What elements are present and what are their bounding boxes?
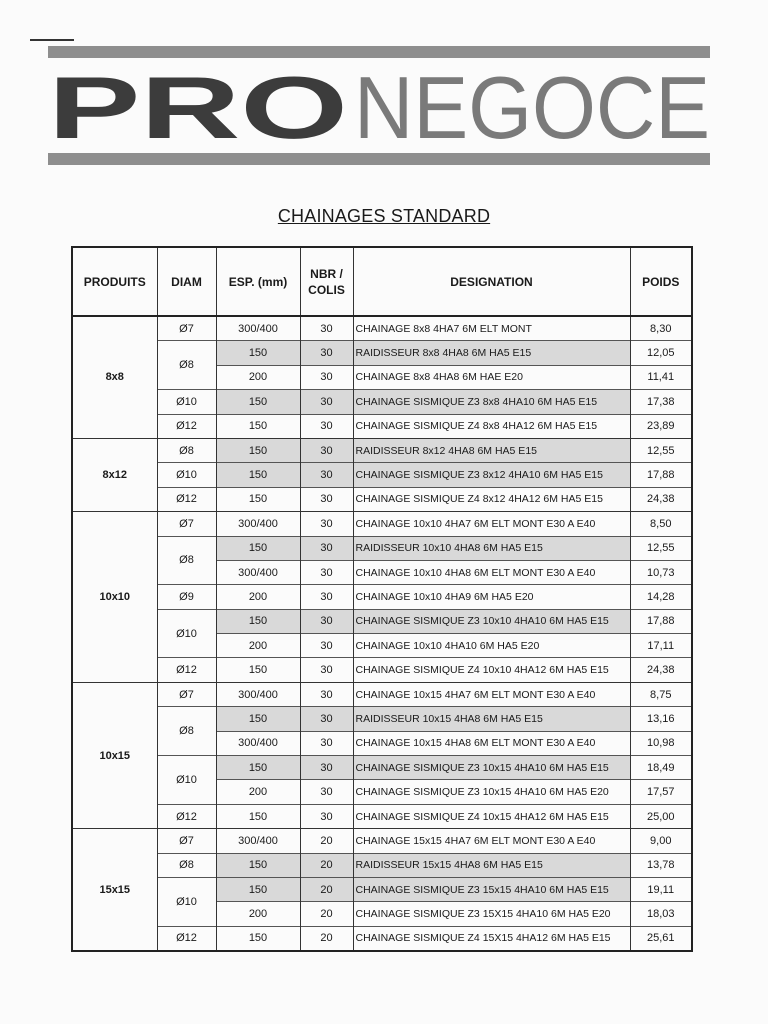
- esp-cell: 200: [216, 902, 300, 926]
- esp-cell: 300/400: [216, 512, 300, 536]
- nbr-colis-cell: 30: [300, 560, 353, 584]
- diam-cell: Ø10: [157, 390, 216, 414]
- designation-cell: CHAINAGE SISMIQUE Z3 10x15 4HA10 6M HA5 E15: [353, 756, 630, 780]
- poids-cell: 12,05: [630, 341, 692, 365]
- diam-cell: Ø10: [157, 756, 216, 805]
- designation-cell: RAIDISSEUR 10x10 4HA8 6M HA5 E15: [353, 536, 630, 560]
- diam-cell: Ø8: [157, 438, 216, 462]
- header-nbr-line2: COLIS: [308, 282, 345, 297]
- designation-cell: CHAINAGE SISMIQUE Z4 8x8 4HA12 6M HA5 E15: [353, 414, 630, 438]
- designation-cell: CHAINAGE 10x10 4HA7 6M ELT MONT E30 A E40: [353, 512, 630, 536]
- designation-cell: RAIDISSEUR 10x15 4HA8 6M HA5 E15: [353, 707, 630, 731]
- table-row: [72, 536, 692, 560]
- designation-cell: CHAINAGE SISMIQUE Z4 10x10 4HA12 6M HA5 E15: [353, 658, 630, 682]
- diam-cell: Ø8: [157, 536, 216, 585]
- poids-cell: 11,41: [630, 365, 692, 389]
- designation-cell: CHAINAGE SISMIQUE Z4 10x15 4HA12 6M HA5 E15: [353, 804, 630, 828]
- nbr-colis-cell: 30: [300, 658, 353, 682]
- table-row: [72, 487, 692, 511]
- table-row: [72, 341, 692, 365]
- scan-mark: [30, 39, 74, 41]
- poids-cell: 10,73: [630, 560, 692, 584]
- poids-cell: 18,49: [630, 756, 692, 780]
- designation-cell: CHAINAGE 10x10 4HA8 6M ELT MONT E30 A E40: [353, 560, 630, 584]
- poids-cell: 17,88: [630, 609, 692, 633]
- designation-cell: RAIDISSEUR 15x15 4HA8 6M HA5 E15: [353, 853, 630, 877]
- poids-cell: 12,55: [630, 536, 692, 560]
- nbr-colis-cell: 30: [300, 438, 353, 462]
- poids-cell: 10,98: [630, 731, 692, 755]
- nbr-colis-cell: 20: [300, 926, 353, 951]
- header-nbr-colis: [300, 247, 353, 316]
- diam-cell: Ø8: [157, 341, 216, 390]
- nbr-colis-cell: 30: [300, 731, 353, 755]
- header-produits: PRODUITS: [72, 247, 157, 316]
- poids-cell: 17,38: [630, 390, 692, 414]
- nbr-colis-cell: 30: [300, 756, 353, 780]
- designation-cell: CHAINAGE 8x8 4HA8 6M HAE E20: [353, 365, 630, 389]
- logo-bar-bottom: [48, 153, 710, 165]
- logo-part-negoce: NEGOCE: [354, 68, 710, 148]
- esp-cell: 150: [216, 438, 300, 462]
- nbr-colis-cell: 30: [300, 585, 353, 609]
- nbr-colis-cell: 30: [300, 780, 353, 804]
- diam-cell: Ø12: [157, 804, 216, 828]
- esp-cell: 150: [216, 341, 300, 365]
- product-group-cell: 8x12: [72, 438, 157, 511]
- designation-cell: CHAINAGE 10x15 4HA7 6M ELT MONT E30 A E40: [353, 682, 630, 706]
- designation-cell: RAIDISSEUR 8x8 4HA8 6M HA5 E15: [353, 341, 630, 365]
- product-table: [71, 246, 693, 952]
- esp-cell: 150: [216, 658, 300, 682]
- table-row: [72, 512, 692, 536]
- table-body: [72, 316, 692, 951]
- designation-cell: CHAINAGE 10x10 4HA9 6M HA5 E20: [353, 585, 630, 609]
- esp-cell: 150: [216, 487, 300, 511]
- nbr-colis-cell: 20: [300, 853, 353, 877]
- nbr-colis-cell: 30: [300, 341, 353, 365]
- poids-cell: 24,38: [630, 487, 692, 511]
- esp-cell: 150: [216, 463, 300, 487]
- product-group-cell: 10x10: [72, 512, 157, 683]
- esp-cell: 300/400: [216, 829, 300, 853]
- logo-bar-top: [48, 46, 710, 58]
- esp-cell: 200: [216, 780, 300, 804]
- esp-cell: 150: [216, 414, 300, 438]
- nbr-colis-cell: 20: [300, 877, 353, 901]
- esp-cell: 300/400: [216, 560, 300, 584]
- designation-cell: CHAINAGE SISMIQUE Z3 10x10 4HA10 6M HA5 E15: [353, 609, 630, 633]
- designation-cell: CHAINAGE 8x8 4HA7 6M ELT MONT: [353, 316, 630, 341]
- poids-cell: 25,00: [630, 804, 692, 828]
- poids-cell: 23,89: [630, 414, 692, 438]
- esp-cell: 150: [216, 536, 300, 560]
- logo-part-pro: PRO: [48, 68, 348, 148]
- nbr-colis-cell: 30: [300, 365, 353, 389]
- diam-cell: Ø8: [157, 707, 216, 756]
- esp-cell: 300/400: [216, 316, 300, 341]
- esp-cell: 150: [216, 609, 300, 633]
- table-row: [72, 463, 692, 487]
- nbr-colis-cell: 30: [300, 609, 353, 633]
- diam-cell: Ø7: [157, 829, 216, 853]
- designation-cell: CHAINAGE 10x10 4HA10 6M HA5 E20: [353, 634, 630, 658]
- header-esp: ESP. (mm): [216, 247, 300, 316]
- table-row: [72, 414, 692, 438]
- diam-cell: Ø12: [157, 414, 216, 438]
- poids-cell: 14,28: [630, 585, 692, 609]
- header-diam: DIAM: [157, 247, 216, 316]
- poids-cell: 18,03: [630, 902, 692, 926]
- esp-cell: 150: [216, 390, 300, 414]
- esp-cell: 150: [216, 926, 300, 951]
- product-group-cell: 15x15: [72, 829, 157, 951]
- designation-cell: CHAINAGE SISMIQUE Z3 15x15 4HA10 6M HA5 E15: [353, 877, 630, 901]
- nbr-colis-cell: 30: [300, 316, 353, 341]
- table-row: [72, 853, 692, 877]
- table-row: [72, 756, 692, 780]
- nbr-colis-cell: 30: [300, 414, 353, 438]
- esp-cell: 200: [216, 585, 300, 609]
- poids-cell: 25,61: [630, 926, 692, 951]
- esp-cell: 300/400: [216, 682, 300, 706]
- table-header-row: [72, 247, 692, 316]
- esp-cell: 300/400: [216, 731, 300, 755]
- table-row: [72, 316, 692, 341]
- diam-cell: Ø9: [157, 585, 216, 609]
- poids-cell: 8,50: [630, 512, 692, 536]
- diam-cell: Ø10: [157, 609, 216, 658]
- diam-cell: Ø12: [157, 487, 216, 511]
- diam-cell: Ø7: [157, 512, 216, 536]
- nbr-colis-cell: 30: [300, 487, 353, 511]
- diam-cell: Ø7: [157, 682, 216, 706]
- designation-cell: CHAINAGE SISMIQUE Z3 15X15 4HA10 6M HA5 E20: [353, 902, 630, 926]
- esp-cell: 150: [216, 707, 300, 731]
- designation-cell: CHAINAGE SISMIQUE Z4 8x12 4HA12 6M HA5 E15: [353, 487, 630, 511]
- poids-cell: 17,11: [630, 634, 692, 658]
- company-logo: [48, 46, 710, 168]
- header-poids: POIDS: [630, 247, 692, 316]
- esp-cell: 200: [216, 365, 300, 389]
- table-row: [72, 438, 692, 462]
- table-row: [72, 390, 692, 414]
- nbr-colis-cell: 30: [300, 512, 353, 536]
- diam-cell: Ø12: [157, 926, 216, 951]
- header-nbr-line1: NBR /: [310, 266, 343, 281]
- esp-cell: 200: [216, 634, 300, 658]
- poids-cell: 19,11: [630, 877, 692, 901]
- poids-cell: 13,78: [630, 853, 692, 877]
- poids-cell: 12,55: [630, 438, 692, 462]
- table-row: [72, 926, 692, 951]
- poids-cell: 17,57: [630, 780, 692, 804]
- logo-wordmark: [48, 68, 710, 148]
- product-group-cell: 10x15: [72, 682, 157, 828]
- diam-cell: Ø10: [157, 463, 216, 487]
- table-row: [72, 804, 692, 828]
- designation-cell: CHAINAGE 15x15 4HA7 6M ELT MONT E30 A E40: [353, 829, 630, 853]
- diam-cell: Ø10: [157, 877, 216, 926]
- nbr-colis-cell: 30: [300, 390, 353, 414]
- designation-cell: CHAINAGE SISMIQUE Z3 10x15 4HA10 6M HA5 E20: [353, 780, 630, 804]
- esp-cell: 150: [216, 756, 300, 780]
- poids-cell: 13,16: [630, 707, 692, 731]
- designation-cell: CHAINAGE 10x15 4HA8 6M ELT MONT E30 A E40: [353, 731, 630, 755]
- nbr-colis-cell: 20: [300, 902, 353, 926]
- nbr-colis-cell: 30: [300, 536, 353, 560]
- table-row: [72, 609, 692, 633]
- nbr-colis-cell: 30: [300, 707, 353, 731]
- esp-cell: 150: [216, 853, 300, 877]
- designation-cell: CHAINAGE SISMIQUE Z3 8x12 4HA10 6M HA5 E15: [353, 463, 630, 487]
- poids-cell: 8,75: [630, 682, 692, 706]
- table-row: [72, 658, 692, 682]
- diam-cell: Ø12: [157, 658, 216, 682]
- nbr-colis-cell: 30: [300, 463, 353, 487]
- document-title: CHAINAGES STANDARD: [277, 206, 491, 226]
- nbr-colis-cell: 20: [300, 829, 353, 853]
- table-row: [72, 682, 692, 706]
- poids-cell: 24,38: [630, 658, 692, 682]
- diam-cell: Ø7: [157, 316, 216, 341]
- diam-cell: Ø8: [157, 853, 216, 877]
- header-designation: DESIGNATION: [353, 247, 630, 316]
- table-row: [72, 829, 692, 853]
- nbr-colis-cell: 30: [300, 804, 353, 828]
- esp-cell: 150: [216, 877, 300, 901]
- esp-cell: 150: [216, 804, 300, 828]
- nbr-colis-cell: 30: [300, 682, 353, 706]
- table-row: [72, 585, 692, 609]
- poids-cell: 9,00: [630, 829, 692, 853]
- product-group-cell: 8x8: [72, 316, 157, 438]
- designation-cell: CHAINAGE SISMIQUE Z3 8x8 4HA10 6M HA5 E15: [353, 390, 630, 414]
- designation-cell: RAIDISSEUR 8x12 4HA8 6M HA5 E15: [353, 438, 630, 462]
- nbr-colis-cell: 30: [300, 634, 353, 658]
- poids-cell: 17,88: [630, 463, 692, 487]
- poids-cell: 8,30: [630, 316, 692, 341]
- table-row: [72, 707, 692, 731]
- table-row: [72, 877, 692, 901]
- designation-cell: CHAINAGE SISMIQUE Z4 15X15 4HA12 6M HA5 E15: [353, 926, 630, 951]
